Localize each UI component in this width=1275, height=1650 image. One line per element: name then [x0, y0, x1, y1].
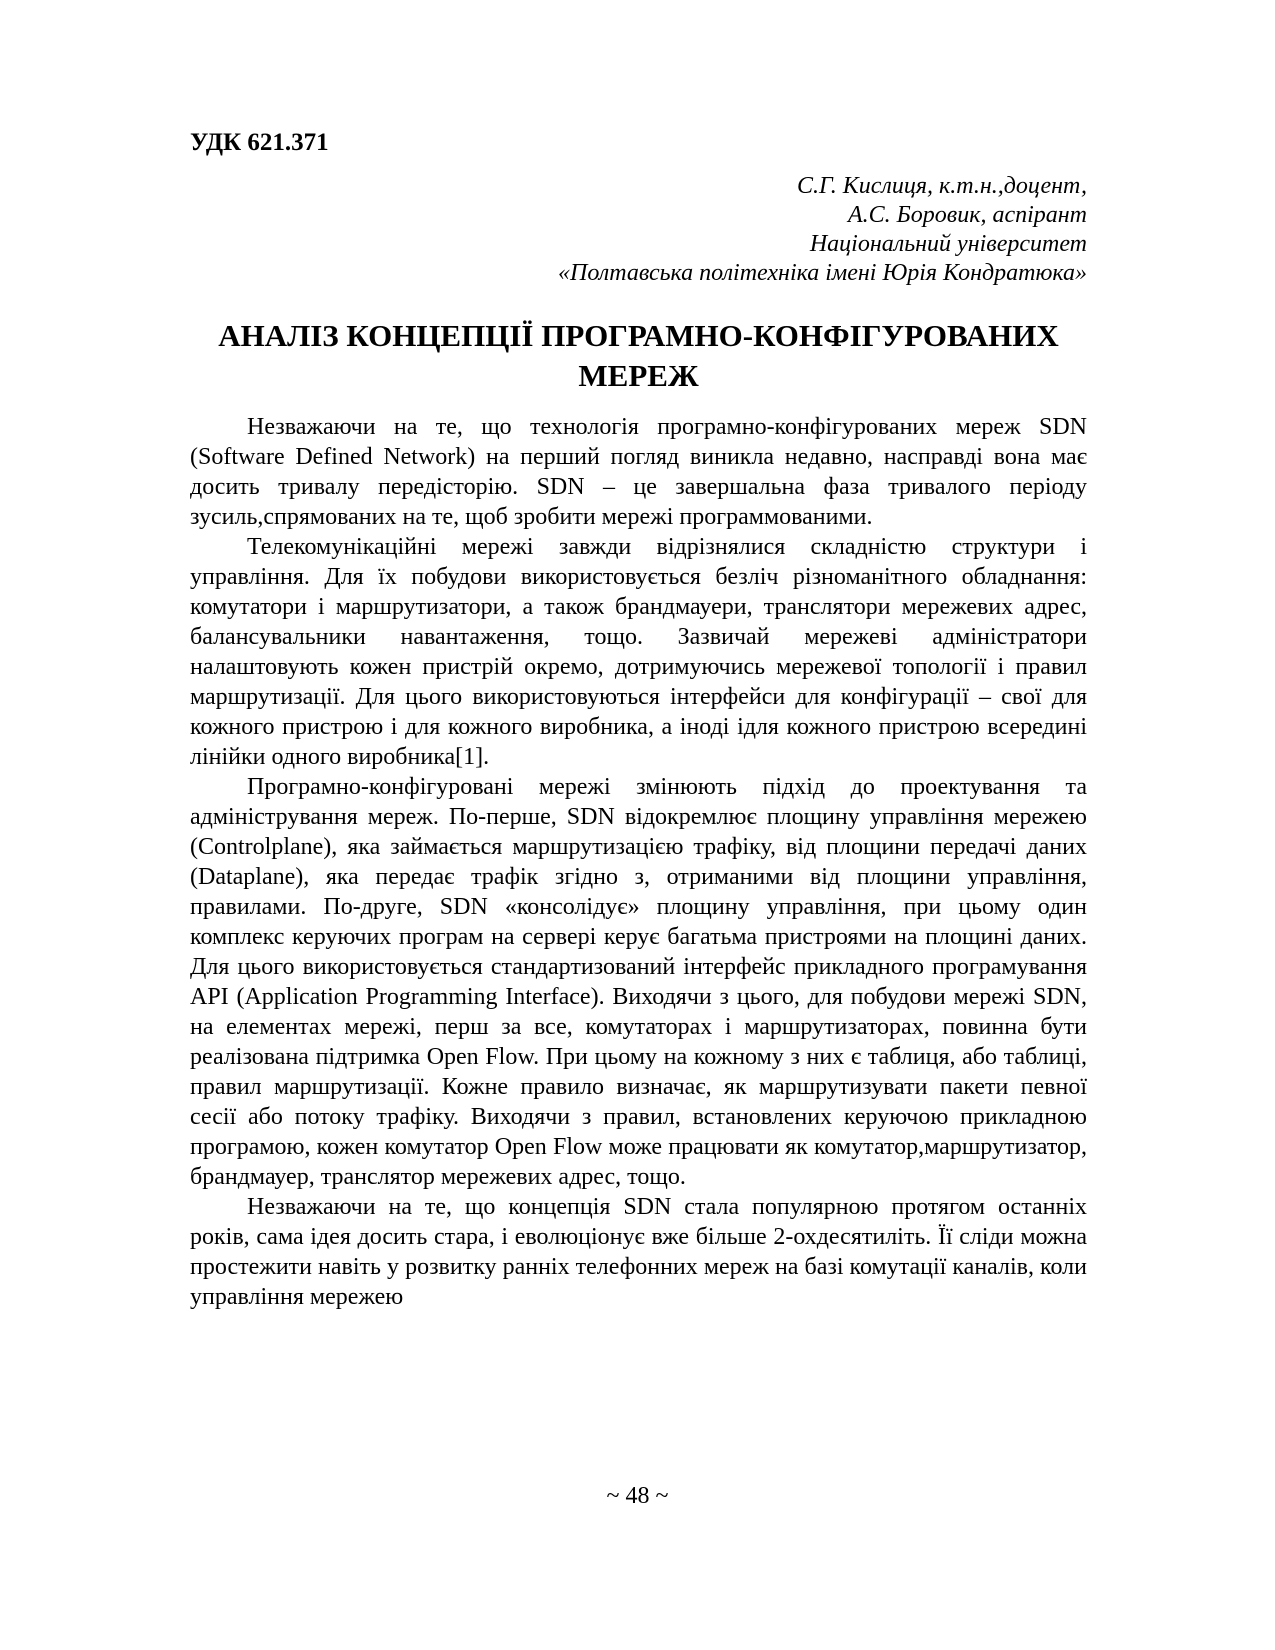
udc-classification: УДК 621.371 [190, 129, 329, 156]
paragraph-1: Незважаючи на те, що технологія програмно-конфігурованих мереж SDN (Software Defined Network) на перший погляд виникла недавно, насправді вона має досить тривалу передісторію. SDN – це завершальна фаза тривалого періоду зусиль,спрямованих на те, щоб зробити мережі программованими. [190, 414, 1087, 530]
authors-block [190, 172, 1087, 288]
paragraph-2: Телекомунікаційні мережі завжди відрізнялися складністю структури і управління. Для їх побудови використовується безліч різноманітного обладнання: комутатори і маршрутизатори, а також брандмауери, транслятори мережевих адрес, балансувальники навантаження, тощо. Зазвичай мережеві адміністратори налаштовують кожен пристрій окремо, дотримуючись мережевої топології і правил маршрутизації. Для цього використовуються інтерфейси для конфігурації – свої для кожного пристрою і для кожного виробника, а іноді ідля кожного пристрою всередині лінійки одного виробника[1]. [190, 534, 1087, 770]
author-line-1: С.Г. Кислиця, к.т.н.,доцент, [796, 173, 1087, 199]
page-number: ~ 48 ~ [606, 1483, 669, 1509]
paragraph-4: Незважаючи на те, що концепція SDN стала популярною протягом останніх років, сама ідея досить стара, і еволюціонує вже більше 2-охдесятиліть. Її сліди можна простежити навіть у розвитку ранніх телефонних мереж на базі комутації каналів, коли управління мережею [190, 1194, 1087, 1310]
paper-body [190, 412, 1087, 1312]
author-line-2: А.С. Боровик, аспірант [847, 202, 1087, 228]
affiliation-line-2: «Полтавська політехніка імені Юрія Кондратюка» [558, 260, 1087, 286]
paper-title: АНАЛІЗ КОНЦЕПЦІЇ ПРОГРАМНО-КОНФІГУРОВАНИХ МЕРЕЖ [218, 318, 1059, 393]
affiliation-line-1: Національний університет [809, 231, 1087, 257]
paragraph-3: Програмно-конфігуровані мережі змінюють підхід до проектування та адміністрування мереж. По-перше, SDN відокремлює площину управління мережею (Controlplane), яка займається маршрутизацією трафіку, від площини передачі даних (Dataplane), яка передає трафік згідно з, отриманими від площини управління, правилами. По-друге, SDN «консолідує» площину управління, при цьому один комплекс керуючих програм на сервері керує багатьма пристроями на площині даних. Для цього використовується стандартизований інтерфейс прикладного програмування API (Application Programming Interface). Виходячи з цього, для побудови мережі SDN, на елементах мережі, перш за все, комутаторах і маршрутизаторах, повинна бути реалізована підтримка Open Flow. При цьому на кожному з них є таблиця, або таблиці, правил маршрутизації. Кожне правило визначає, як маршрутизувати пакети певної сесії або потоку трафіку. Виходячи з правил, встановлених керуючою прикладною програмою, кожен комутатор Open Flow може працювати як комутатор,маршрутизатор, брандмауер, транслятор мережевих адрес, тощо. [190, 774, 1087, 1190]
